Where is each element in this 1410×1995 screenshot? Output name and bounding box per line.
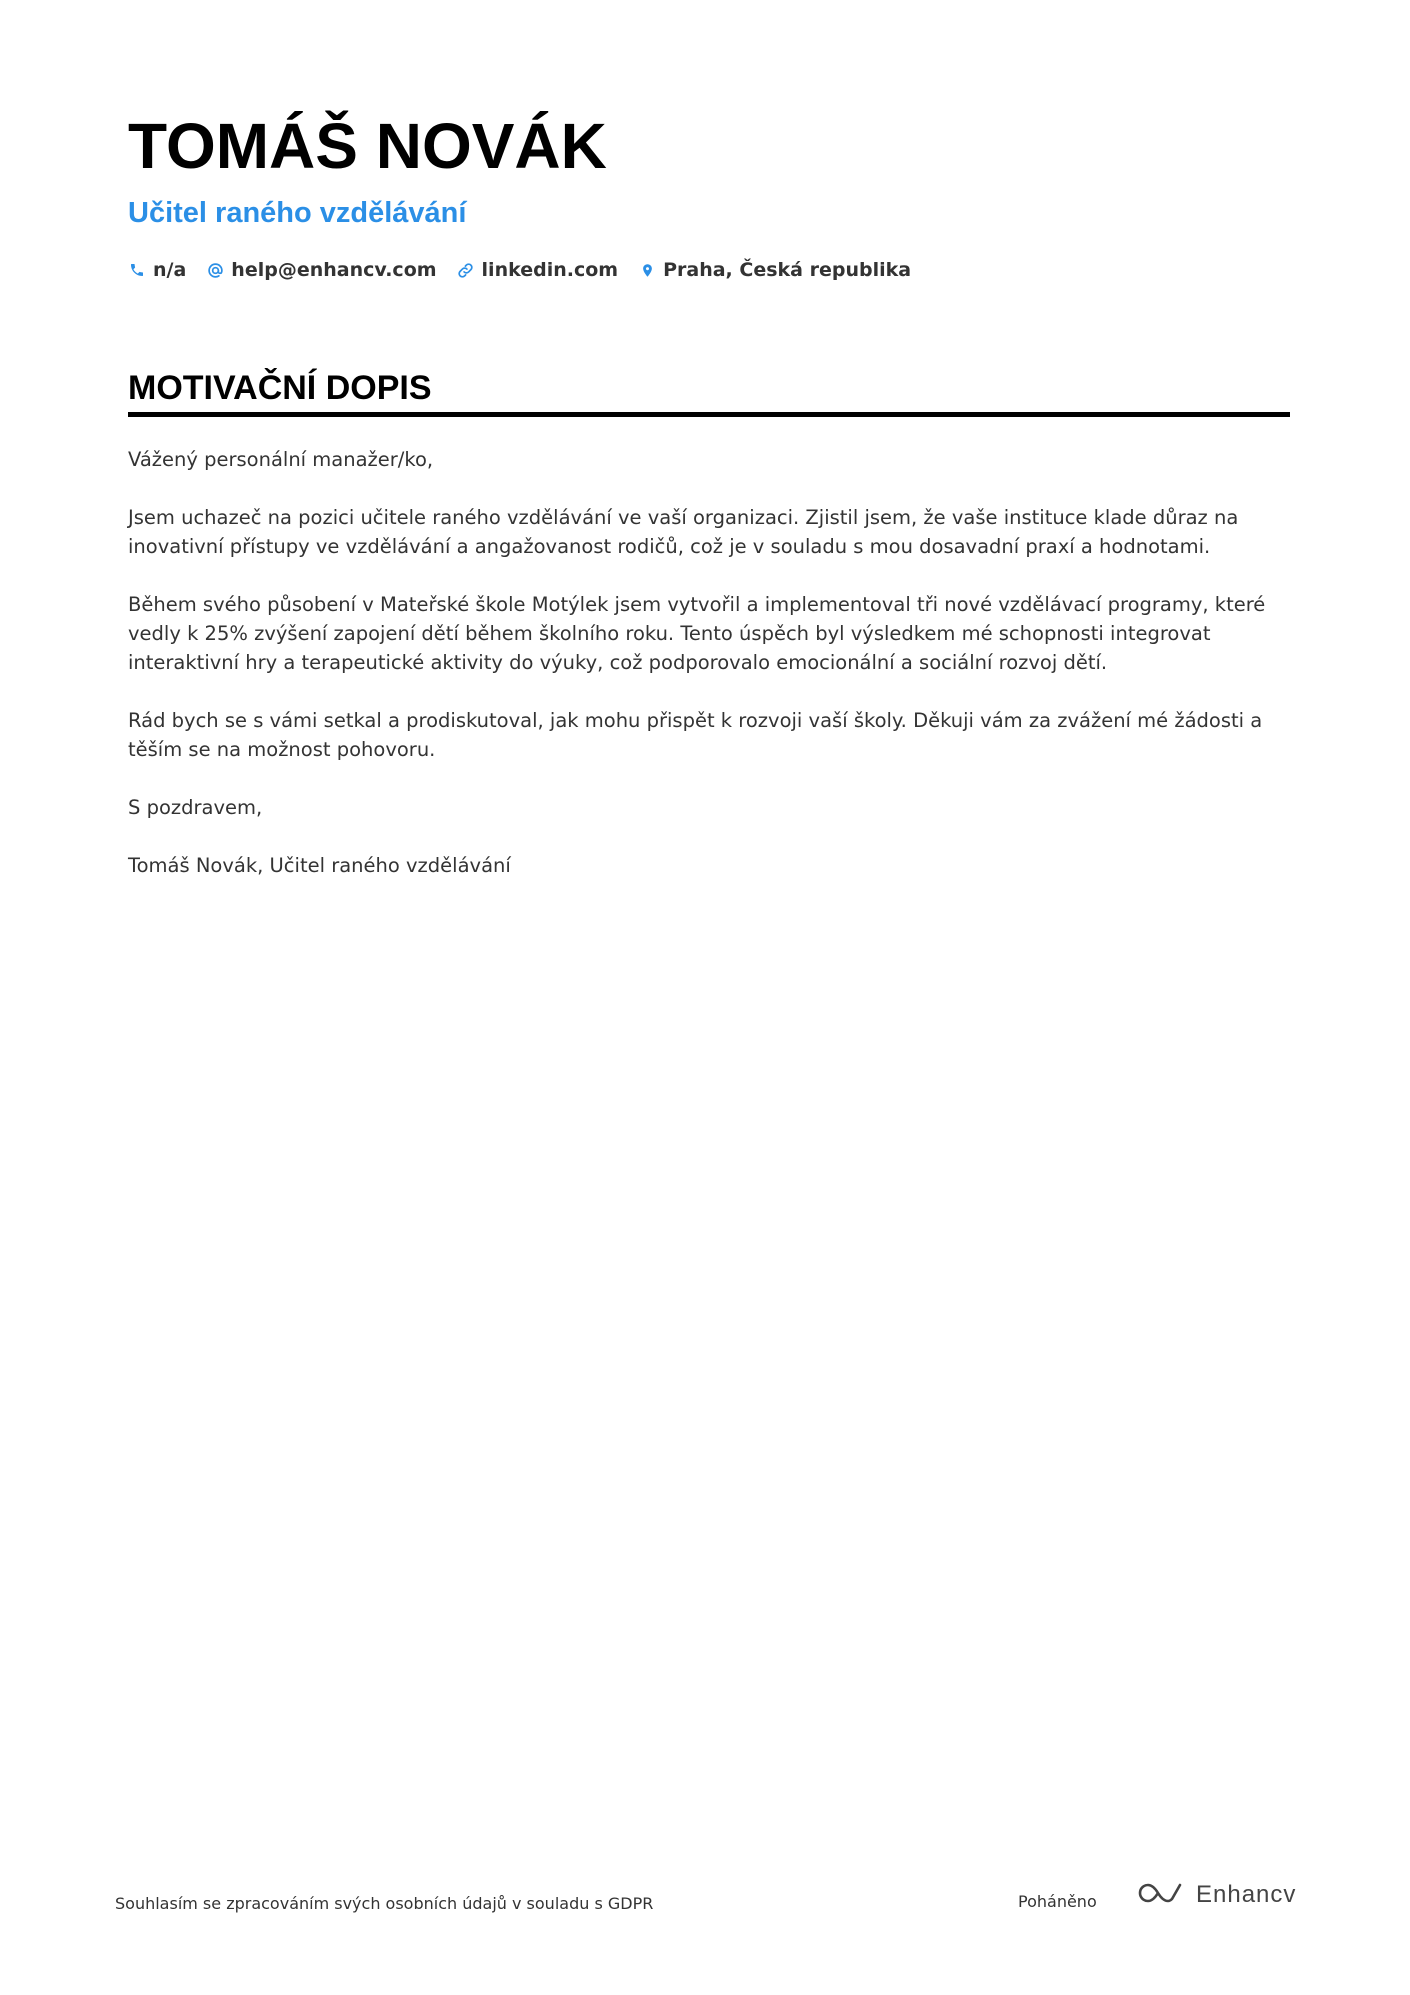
contact-linkedin-text: linkedin.com xyxy=(481,259,619,281)
enhancv-logo-text: Enhancv xyxy=(1196,1881,1297,1908)
candidate-name: TOMÁŠ NOVÁK xyxy=(128,110,607,182)
letter-paragraph: Jsem uchazeč na pozici učitele raného vzdělávání ve vaší organizaci. Zjistil jsem, že vaše instituce klade důraz na inovativní přístupy ve vzdělávání a angažovanost rodičů, což je v souladu s mou dosavadní praxí a hodnotami. xyxy=(128,506,1239,558)
contact-email[interactable] xyxy=(206,256,436,284)
enhancv-logo-icon xyxy=(1138,1880,1186,1910)
at-icon xyxy=(206,261,224,279)
contact-location-text: Praha, Česká republika xyxy=(663,259,912,281)
letter-closing: S pozdravem, xyxy=(128,796,263,819)
contact-linkedin[interactable] xyxy=(457,256,619,284)
letter-paragraph: Rád bych se s vámi setkal a prodiskutoval, jak mohu přispět k rozvoji vaší školy. Děkuji vám za zvážení mé žádosti a těším se na možnost pohovoru. xyxy=(128,709,1263,761)
section-title: MOTIVAČNÍ DOPIS xyxy=(128,369,432,407)
link-icon xyxy=(457,261,475,279)
enhancv-logo[interactable] xyxy=(1138,1880,1296,1910)
contact-bar xyxy=(128,256,1288,284)
header xyxy=(128,108,1288,284)
letter-greeting: Vážený personální manažer/ko, xyxy=(128,448,434,471)
contact-phone-text: n/a xyxy=(153,259,187,281)
cover-letter-section xyxy=(128,366,1290,909)
letter-signature: Tomáš Novák, Učitel raného vzdělávání xyxy=(128,854,511,877)
location-pin-icon xyxy=(638,261,656,279)
powered-by-label: Poháněno xyxy=(1018,1892,1097,1911)
letter-paragraph: Během svého působení v Mateřské škole Motýlek jsem vytvořil a implementoval tři nové vzdělávací programy, které vedly k 25% zvýšení zapojení dětí během školního roku. Tento úspěch byl výsledkem mé schopnosti integrovat interaktivní hry a terapeutické aktivity do výuky, což podporovalo emocionální a sociální rozvoj dětí. xyxy=(128,593,1266,674)
contact-location xyxy=(638,256,911,284)
contact-phone xyxy=(128,256,186,284)
phone-icon xyxy=(128,261,146,279)
letter-body xyxy=(128,445,1290,880)
candidate-role: Učitel raného vzdělávání xyxy=(128,197,467,229)
contact-email-text: help@enhancv.com xyxy=(231,259,437,281)
gdpr-consent: Souhlasím se zpracováním svých osobních údajů v souladu s GDPR xyxy=(115,1894,654,1913)
section-divider xyxy=(128,412,1290,417)
